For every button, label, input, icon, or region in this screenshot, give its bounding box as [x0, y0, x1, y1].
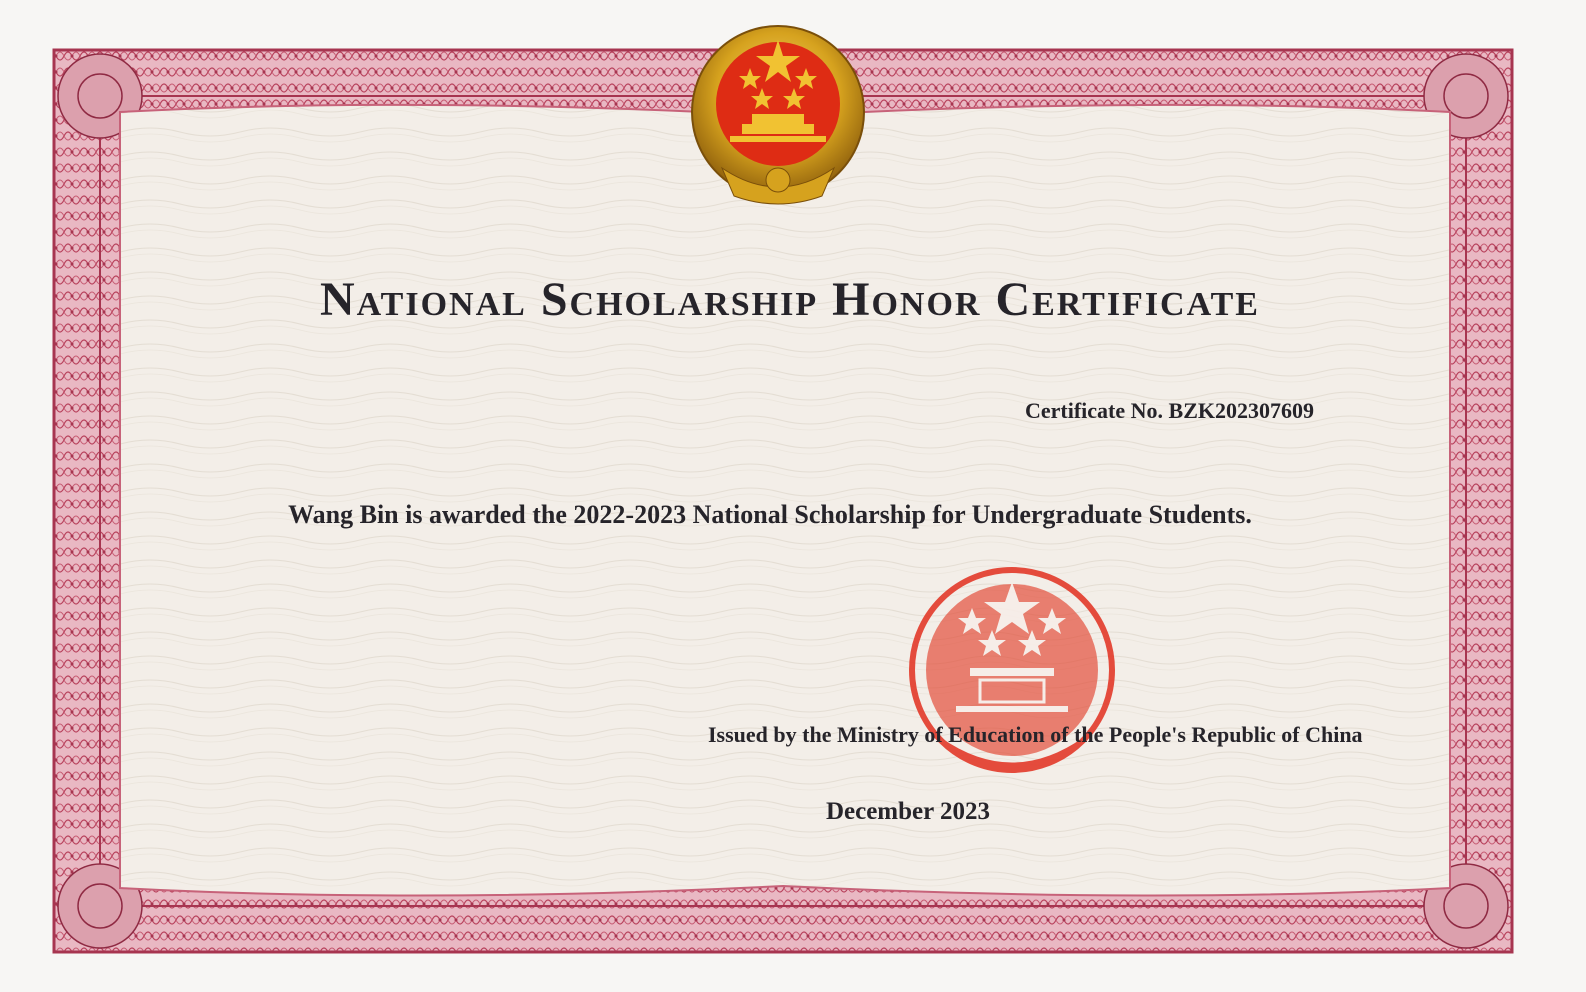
issue-date: December 2023: [825, 798, 991, 825]
issuer-line: Issued by the Ministry of Education of the People's Republic of China: [708, 722, 1363, 747]
certificate-number: Certificate No. BZK202307609: [1025, 398, 1314, 423]
certificate-title-wrap: [240, 272, 1340, 327]
award-statement: Wang Bin is awarded the 2022-2023 National Scholarship for Undergraduate Students.: [288, 500, 1252, 529]
certificate-title: National Scholarship Honor Certificate: [319, 273, 1260, 326]
